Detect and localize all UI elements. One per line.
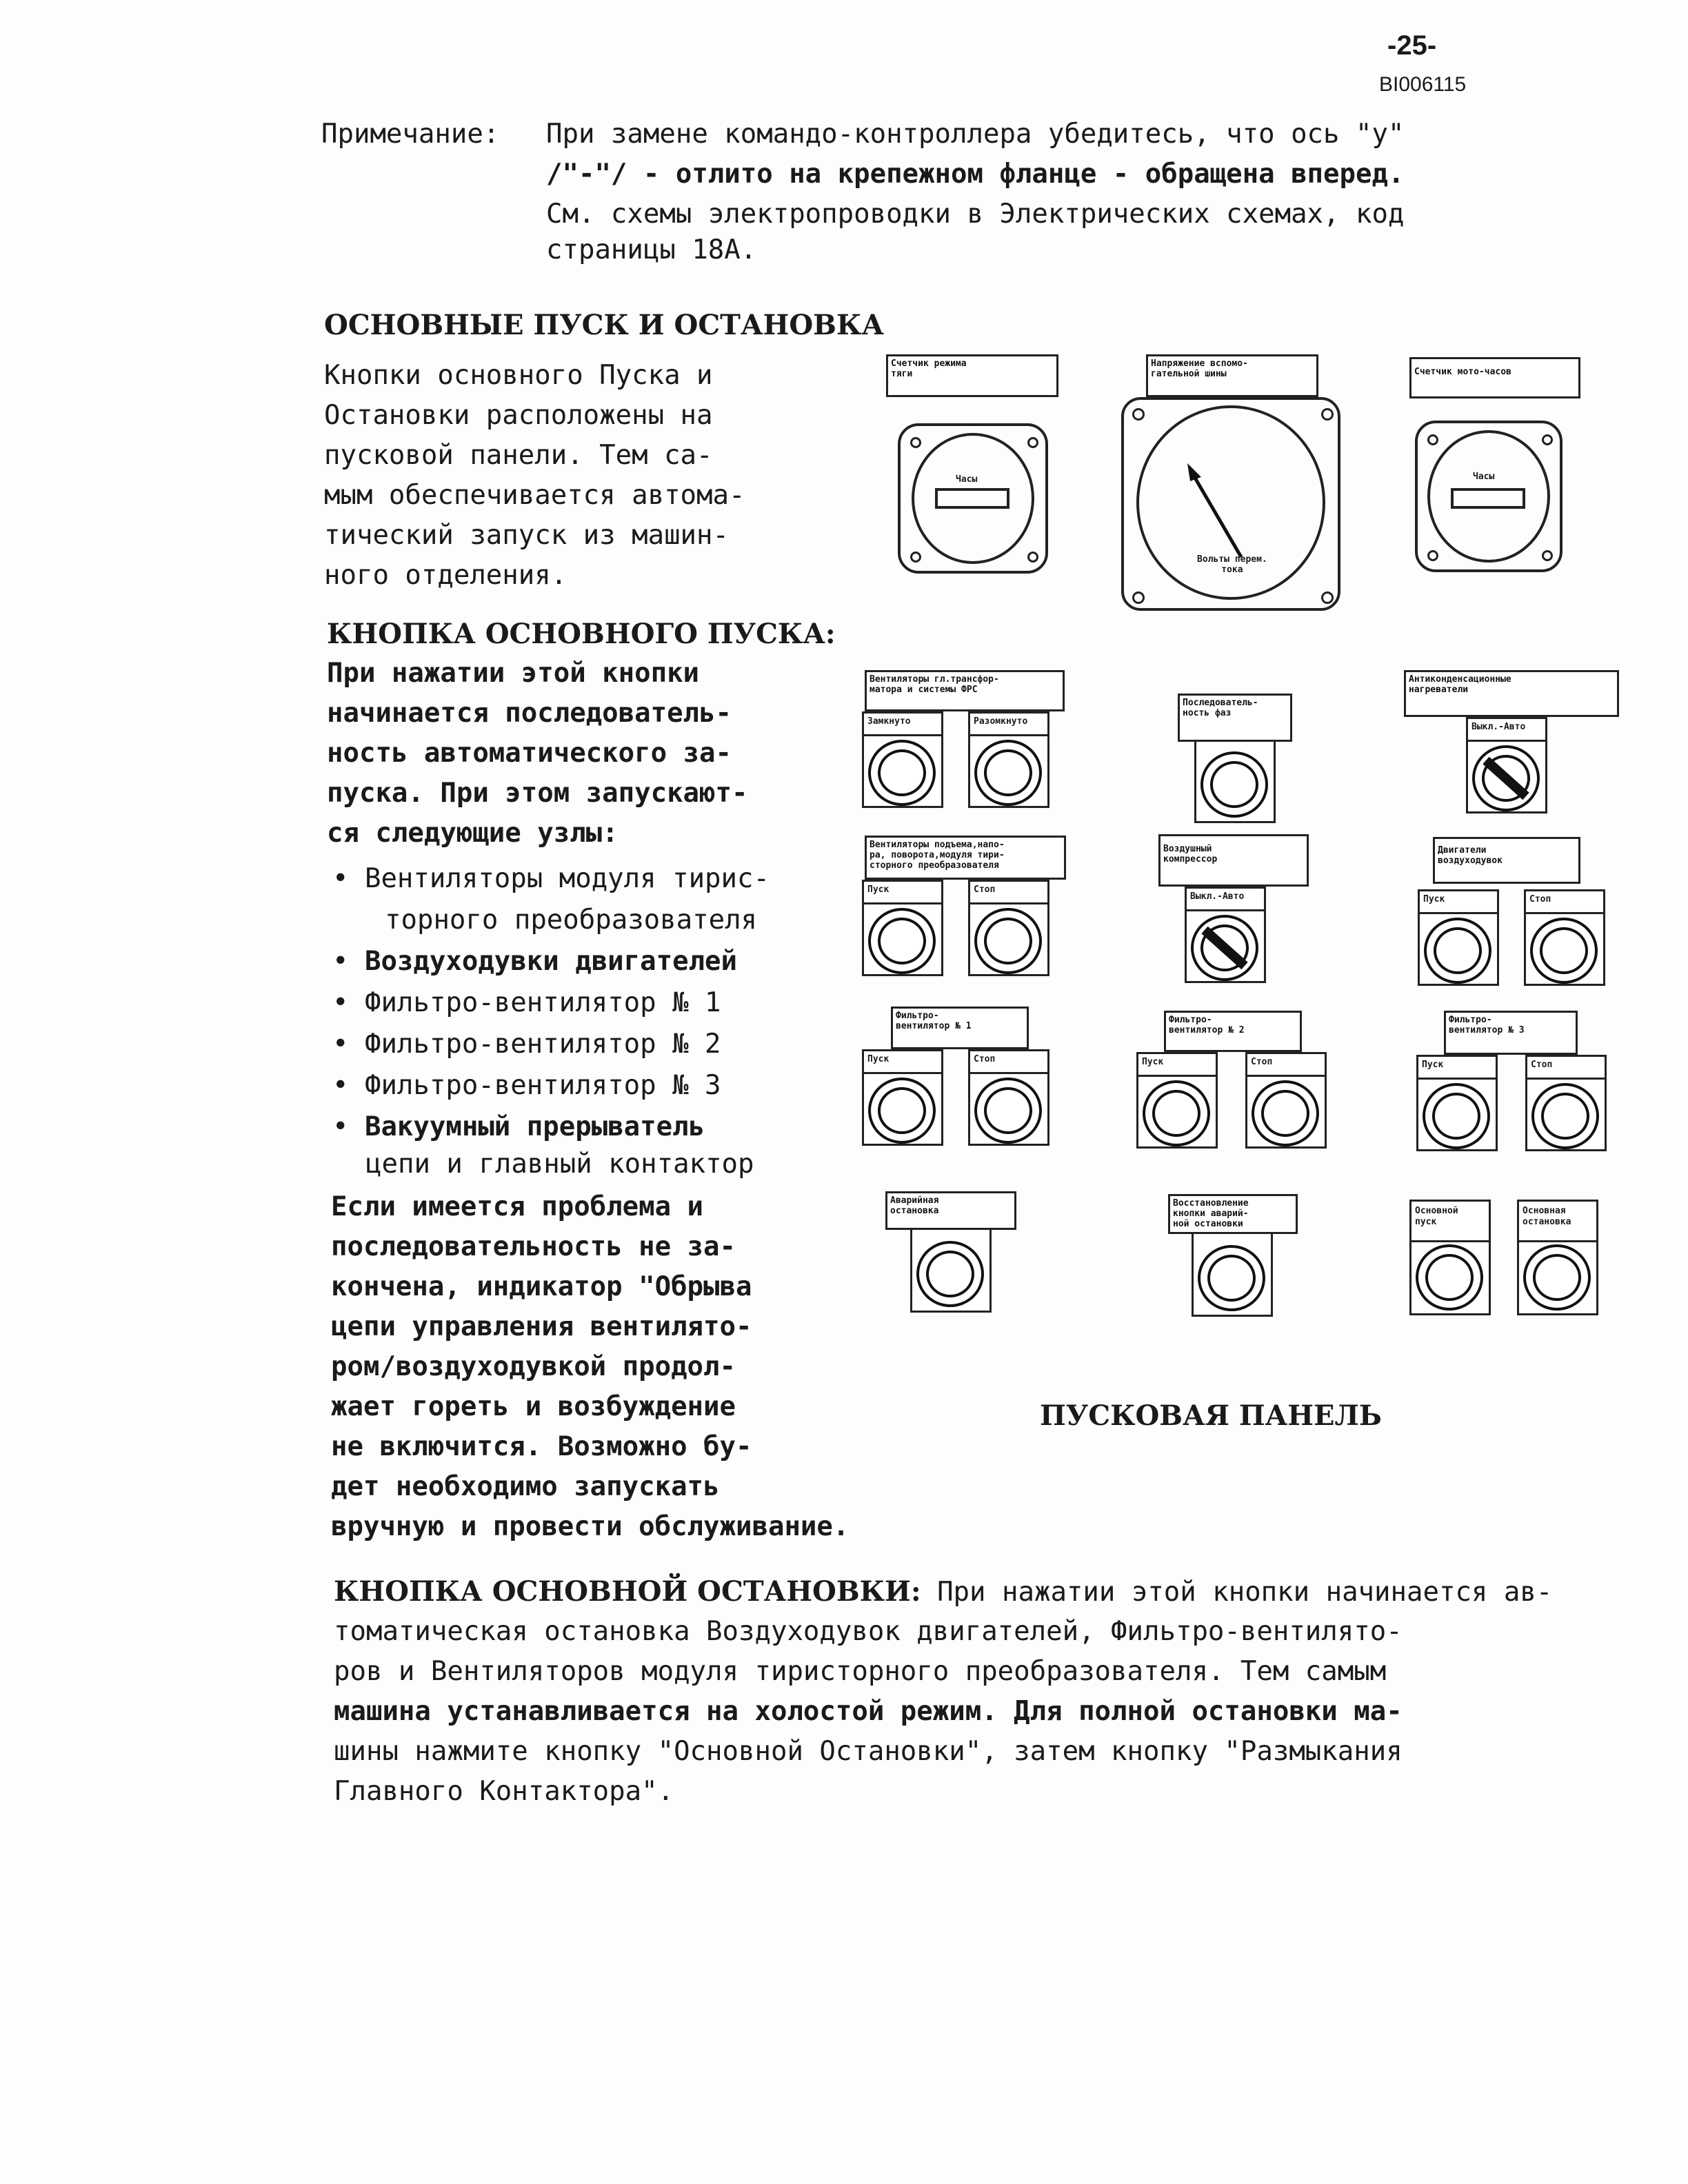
heaters-selector-switch[interactable]: Выкл.-Авто: [1466, 717, 1547, 813]
traction-hour-meter: [898, 423, 1048, 574]
section1-body: [324, 356, 745, 596]
lift-fans-stop-button[interactable]: Стоп: [968, 880, 1049, 976]
filter-fan-1-start-button[interactable]: Пуск: [862, 1049, 943, 1146]
needle-icon: [1124, 400, 1338, 608]
label-blower-motors: Двигатели воздуходувок: [1433, 837, 1580, 884]
meter-label-traction-hours: Счетчик режима тяги: [886, 354, 1058, 397]
filter-fan-1-stop-button[interactable]: Стоп: [968, 1049, 1049, 1146]
list-item: • Фильтро-вентилятор № 3: [332, 1070, 721, 1101]
paragraph-line: тический запуск из машин-: [324, 520, 729, 551]
list-item-continued: торного преобразователя: [385, 904, 758, 936]
list-item: • Фильтро-вентилятор № 2: [332, 1029, 721, 1060]
paragraph-line: жает гореть и возбуждение: [331, 1391, 736, 1422]
label-filter-fan-2: Фильтро- вентилятор № 2: [1164, 1011, 1302, 1052]
selector-handle-icon: [1472, 745, 1540, 811]
counter-window: [935, 488, 1009, 509]
phase-sequence-indicator[interactable]: [1194, 742, 1276, 823]
section-heading-main-start-stop: ОСНОВНЫЕ ПУСК И ОСТАНОВКА: [324, 309, 884, 341]
transformer-fans-closed-button[interactable]: Замкнуто: [862, 711, 943, 808]
motor-hour-meter: [1415, 421, 1563, 572]
section-heading-main-stop-button: КНОПКА ОСНОВНОЙ ОСТАНОВКИ:: [334, 1575, 921, 1608]
note-line: При замене командо-контроллера убедитесь, что ось "у": [546, 119, 1405, 150]
paragraph-line: ся следующие узлы:: [327, 818, 619, 849]
document-id: BI006115: [1379, 73, 1467, 96]
label-phase-sequence: Последователь- ность фаз: [1178, 694, 1292, 742]
start-panel-diagram: [855, 345, 1634, 1331]
compressor-selector-switch[interactable]: Выкл.-Авто: [1185, 887, 1266, 983]
paragraph-line: ром/воздуходувкой продол-: [331, 1351, 736, 1382]
paragraph-line: последовательность не за-: [331, 1231, 736, 1262]
list-item: • Вакуумный прерыватель: [332, 1111, 705, 1142]
meter-window-label: Часы: [1473, 472, 1495, 482]
paragraph-line: не включится. Возможно бу-: [331, 1431, 752, 1462]
selector-handle-icon: [1191, 915, 1258, 981]
lift-fans-start-button[interactable]: Пуск: [862, 880, 943, 976]
blowers-stop-button[interactable]: Стоп: [1524, 889, 1605, 986]
paragraph-line: ность автоматического за-: [327, 738, 732, 769]
note-body: [546, 114, 1404, 270]
paragraph-line: шины нажмите кнопку "Основной Остановки", затем кнопку "Размыкания: [334, 1736, 1403, 1767]
paragraph-line: Кнопки основного Пуска и: [324, 360, 713, 391]
filter-fan-3-stop-button[interactable]: Стоп: [1525, 1055, 1607, 1151]
paragraph-line: Остановки расположены на: [324, 400, 713, 431]
label-air-compressor: Воздушный компрессор: [1158, 834, 1309, 887]
emergency-stop-button[interactable]: [910, 1230, 992, 1313]
note-line: страницы 18А.: [546, 234, 757, 265]
main-stop-button[interactable]: Основная остановка: [1517, 1200, 1598, 1315]
paragraph-line: ров и Вентиляторов модуля тиристорного преобразователя. Тем самым: [334, 1656, 1387, 1687]
list-item: • Воздуходувки двигателей: [332, 946, 738, 977]
note-label: Примечание:: [321, 119, 500, 150]
paragraph-line: ного отделения.: [324, 560, 567, 591]
label-emergency-stop-reset: Восстановление кнопки аварий- ной остановки: [1168, 1194, 1298, 1234]
paragraph-line: дет необходимо запускать: [331, 1471, 720, 1502]
paragraph-line: кончена, индикатор "Обрыва: [331, 1271, 752, 1302]
filter-fan-3-start-button[interactable]: Пуск: [1416, 1055, 1498, 1151]
aux-bus-voltmeter: [1121, 397, 1340, 611]
paragraph-line: пусковой панели. Тем са-: [324, 440, 713, 471]
meter-label-motor-hours: Счетчик мото-часов: [1409, 357, 1580, 398]
paragraph-line: Главного Контактора".: [334, 1776, 674, 1807]
label-filter-fan-3: Фильтро- вентилятор № 3: [1444, 1011, 1578, 1055]
label-lift-fans: Вентиляторы подъема,напо- ра, поворота,модуля тири- сторного преобразователя: [865, 836, 1066, 880]
meter-label-aux-bus-voltage: Напряжение вспомо- гательной шины: [1146, 354, 1318, 397]
filter-fan-2-stop-button[interactable]: Стоп: [1245, 1052, 1327, 1149]
note-line: См. схемы электропроводки в Электрических схемах, код: [546, 199, 1405, 230]
list-item: • Фильтро-вентилятор № 1: [332, 987, 721, 1018]
paragraph-line: машина устанавливается на холостой режим. Для полной остановки ма-: [334, 1696, 1403, 1727]
filter-fan-2-start-button[interactable]: Пуск: [1136, 1052, 1218, 1149]
startup-units-list: [332, 859, 770, 1186]
label-transformer-fans: Вентиляторы гл.трансфор- матора и системы ФРС: [865, 670, 1065, 711]
paragraph-line: пуска. При этом запускают-: [327, 778, 748, 809]
counter-window: [1451, 488, 1525, 509]
panel-caption: ПУСКОВАЯ ПАНЕЛЬ: [1040, 1399, 1382, 1432]
section2-after-text: [331, 1187, 849, 1547]
paragraph-line: томатическая остановка Воздуходувок двигателей, Фильтро-вентилято-: [334, 1616, 1403, 1647]
label-filter-fan-1: Фильтро- вентилятор № 1: [891, 1007, 1029, 1049]
paragraph-line: Если имеется проблема и: [331, 1191, 704, 1222]
list-item: • Вентиляторы модуля тирис-: [332, 863, 770, 894]
main-start-button[interactable]: Основной пуск: [1409, 1200, 1491, 1315]
paragraph-line: При нажатии этой кнопки: [327, 658, 700, 689]
paragraph-line: цепи управления вентилято-: [331, 1311, 752, 1342]
voltmeter-face-label: Вольты перем. тока: [1197, 554, 1267, 575]
label-anticondensation-heaters: Антиконденсационные нагреватели: [1404, 670, 1619, 717]
meter-window-label: Часы: [956, 474, 978, 485]
paragraph-line: При нажатии этой кнопки начинается ав-: [937, 1577, 1553, 1608]
paragraph-line: начинается последователь-: [327, 698, 732, 729]
section2-body: [327, 654, 747, 853]
page-number: -25-: [1387, 30, 1437, 61]
emergency-stop-reset-button[interactable]: [1192, 1234, 1273, 1317]
transformer-fans-open-button[interactable]: Разомкнуто: [968, 711, 1049, 808]
paragraph-line: вручную и провести обслуживание.: [331, 1511, 850, 1542]
section3: [334, 1572, 1552, 1812]
blowers-start-button[interactable]: Пуск: [1418, 889, 1499, 986]
paragraph-line: мым обеспечивается автома-: [324, 480, 745, 511]
list-item-continued: цепи и главный контактор: [365, 1149, 754, 1180]
label-emergency-stop: Аварийная остановка: [885, 1191, 1016, 1230]
note-line: /"-"/ - отлито на крепежном фланце - обращена вперед.: [546, 159, 1405, 190]
section-heading-main-start-button: КНОПКА ОСНОВНОГО ПУСКА:: [327, 618, 836, 650]
